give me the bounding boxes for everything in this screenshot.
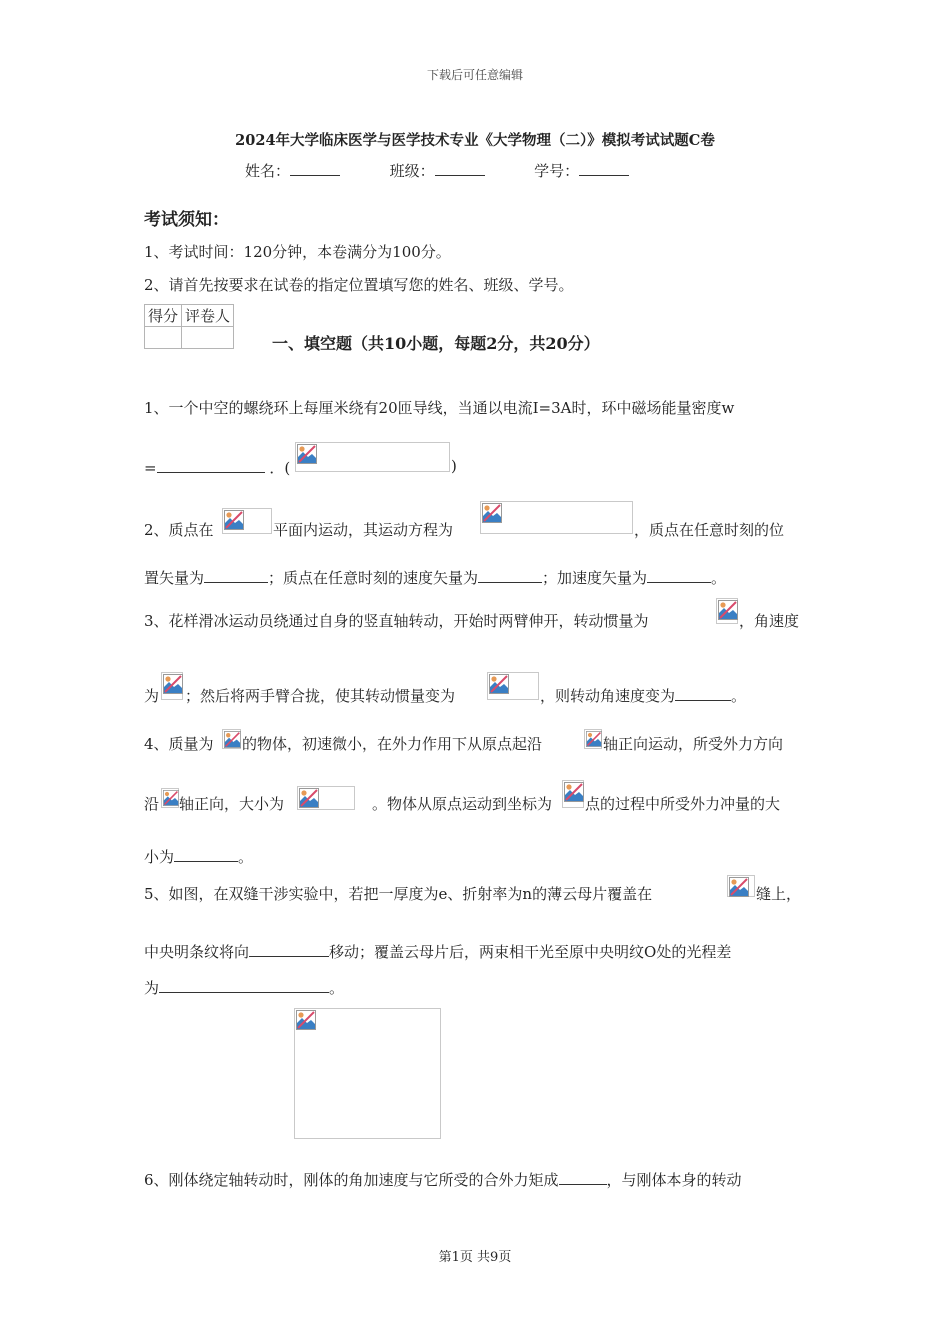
q2-line-2 xyxy=(144,567,726,588)
q4-part-7: 点的过程中所受外力冲量的大 xyxy=(585,795,781,813)
q3-omega-image xyxy=(161,672,183,700)
q3-blank[interactable] xyxy=(675,686,731,701)
q1-blank[interactable] xyxy=(157,458,265,473)
q5-text: 。 xyxy=(329,979,345,997)
broken-image-icon xyxy=(299,788,319,808)
q4-part-2: 的物体，初速微小，在外力作用下从原点起沿 xyxy=(242,735,543,753)
q2-text: ；质点在任意时刻的速度矢量为 xyxy=(268,569,479,587)
q4-text: 。 xyxy=(238,848,254,866)
broken-image-icon xyxy=(489,674,509,694)
broken-image-icon xyxy=(564,782,584,802)
page-header: 下载后可任意编辑 xyxy=(426,68,523,82)
q5-text: 为 xyxy=(144,979,160,997)
q5-slit-image xyxy=(727,875,755,897)
q3-text: ，则转动角速度变为 xyxy=(540,687,676,705)
score-header: 得分 xyxy=(145,305,182,327)
q4-text: 小为 xyxy=(144,848,175,866)
q2-blank-3[interactable] xyxy=(647,568,711,583)
broken-image-icon xyxy=(296,1010,316,1030)
q2-part-3: ，质点在任意时刻的位 xyxy=(634,521,785,539)
notice-item-1: 1、考试时间：120分钟，本卷满分为100分。 xyxy=(144,243,451,261)
q1-eq: = xyxy=(144,459,157,477)
q3-inertia2-image xyxy=(487,672,539,700)
q4-part-5: 轴正向，大小为 xyxy=(179,795,285,813)
name-label: 姓名： xyxy=(245,162,291,180)
section-heading: 一、填空题（共10小题，每题2分，共20分） xyxy=(272,334,600,353)
q2-equation-image xyxy=(480,501,633,534)
broken-image-icon xyxy=(224,731,241,748)
q4-part-4: 沿 xyxy=(144,795,160,813)
class-label: 班级： xyxy=(389,162,435,180)
q5-line-2 xyxy=(144,941,731,962)
q2-plane-image xyxy=(222,508,272,534)
q4-part-1: 4、质量为 xyxy=(144,735,214,753)
score-table xyxy=(144,304,234,349)
q5-blank-1[interactable] xyxy=(249,942,329,957)
q4-force-image xyxy=(297,786,355,810)
broken-image-icon xyxy=(718,600,738,620)
q2-text: 置矢量为 xyxy=(144,569,205,587)
q5-part-2: 缝上， xyxy=(756,885,802,903)
class-blank[interactable] xyxy=(435,161,485,176)
q2-text: 。 xyxy=(711,569,727,587)
score-cell[interactable] xyxy=(145,327,182,349)
q4-axis2-image xyxy=(161,788,179,808)
q5-text: 中央明条纹将向 xyxy=(144,943,250,961)
student-info-row xyxy=(245,160,629,181)
q1-line-1: 1、一个中空的螺绕环上每厘米绕有20匝导线，当通以电流I=3A时，环中磁场能量密度w xyxy=(144,399,735,417)
broken-image-icon xyxy=(163,790,179,806)
q6-blank[interactable] xyxy=(559,1170,607,1185)
q4-coord-image xyxy=(562,780,584,808)
q2-part-1: 2、质点在 xyxy=(144,521,214,539)
broken-image-icon xyxy=(297,444,317,464)
q3-part-3: 为 xyxy=(144,687,160,705)
q4-axis-image xyxy=(584,729,602,749)
q4-line-3 xyxy=(144,846,253,867)
q3-inertia-image xyxy=(716,598,738,624)
q6-text: ，与刚体本身的转动 xyxy=(606,1171,742,1189)
broken-image-icon xyxy=(586,731,602,747)
id-blank[interactable] xyxy=(579,161,629,176)
q4-part-3: 轴正向运动，所受外力方向 xyxy=(603,735,784,753)
page-footer: 第1页 共9页 xyxy=(438,1250,512,1265)
exam-title: 2024年大学临床医学与医学技术专业《大学物理（二）》模拟考试试题C卷 xyxy=(235,132,715,149)
q4-part-6: 。物体从原点运动到坐标为 xyxy=(372,795,553,813)
q3-line-2b xyxy=(540,685,746,706)
q6-text: 6、刚体绕定轴转动时，刚体的角加速度与它所受的合外力矩成 xyxy=(144,1171,559,1189)
broken-image-icon xyxy=(482,503,502,523)
q5-text: 移动；覆盖云母片后，两束相干光至原中央明纹O处的光程差 xyxy=(329,943,732,961)
q6-line-1 xyxy=(144,1169,742,1190)
name-blank[interactable] xyxy=(290,161,340,176)
q5-part-1: 5、如图，在双缝干涉实验中，若把一厚度为e、折射率为n的薄云母片覆盖在 xyxy=(144,885,653,903)
q3-text: 。 xyxy=(731,687,747,705)
broken-image-icon xyxy=(163,674,183,694)
broken-image-icon xyxy=(224,510,244,530)
q1-close: ) xyxy=(451,457,457,475)
q2-blank-2[interactable] xyxy=(478,568,542,583)
notice-item-2: 2、请首先按要求在试卷的指定位置填写您的姓名、班级、学号。 xyxy=(144,276,574,294)
broken-image-icon xyxy=(729,877,749,897)
q3-part-1: 3、花样滑冰运动员绕通过自身的竖直轴转动，开始时两臂伸开，转动惯量为 xyxy=(144,612,649,630)
q1-unit-open: ．( xyxy=(269,459,291,477)
q5-diagram-image xyxy=(294,1008,441,1139)
q1-line-2 xyxy=(144,457,290,478)
q5-line-3 xyxy=(144,977,344,998)
q3-part-4: ；然后将两手臂合拢，使其转动惯量变为 xyxy=(185,687,456,705)
notice-heading: 考试须知： xyxy=(144,210,229,230)
q3-part-2: ，角速度 xyxy=(739,612,800,630)
q4-blank[interactable] xyxy=(174,847,238,862)
grader-header: 评卷人 xyxy=(182,305,234,327)
q4-mass-image xyxy=(222,729,241,749)
q2-blank-1[interactable] xyxy=(204,568,268,583)
q2-part-2: 平面内运动，其运动方程为 xyxy=(273,521,454,539)
grader-cell[interactable] xyxy=(182,327,234,349)
q2-text: ；加速度矢量为 xyxy=(542,569,648,587)
q1-formula-image xyxy=(295,442,450,472)
q5-blank-2[interactable] xyxy=(159,978,329,993)
id-label: 学号： xyxy=(534,162,580,180)
